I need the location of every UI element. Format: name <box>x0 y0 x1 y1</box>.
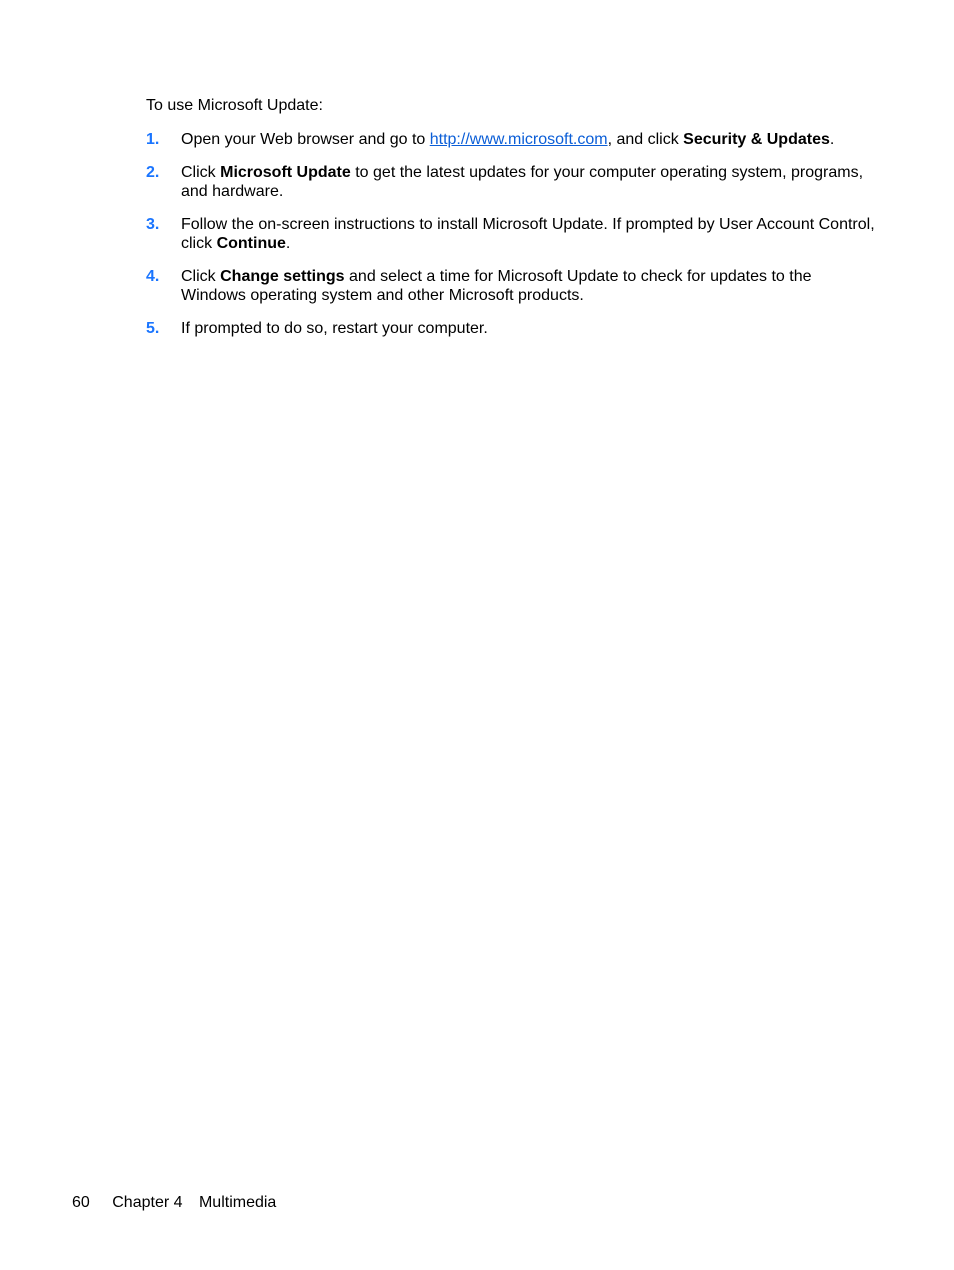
list-item <box>146 215 876 253</box>
text-run: Click <box>181 164 221 181</box>
chapter-label: Chapter 4 <box>112 1194 183 1211</box>
bold-text: Change settings <box>220 268 345 285</box>
text-run: Follow the on-screen instructions to install Microsoft Update. If prompted by User Account Control, click <box>181 216 875 252</box>
section-label: Multimedia <box>198 1194 277 1211</box>
bold-text: Microsoft Update <box>220 164 351 181</box>
step-text <box>181 216 875 252</box>
text-run: Click <box>181 268 221 285</box>
bold-text: Continue <box>216 235 286 252</box>
intro-text: To use Microsoft Update: <box>146 97 323 114</box>
steps-list <box>146 130 876 352</box>
list-item <box>146 267 876 305</box>
text-run: to get the latest updates for your computer operating system, programs, and hardware. <box>181 164 864 200</box>
step-text <box>181 164 863 200</box>
list-item <box>146 163 876 201</box>
step-number: 4. <box>146 268 160 285</box>
microsoft-link[interactable]: http://www.microsoft.com <box>429 131 608 148</box>
step-number: 5. <box>146 320 160 337</box>
step-number: 2. <box>146 164 160 181</box>
step-text <box>181 131 834 148</box>
text-run: If prompted to do so, restart your computer. <box>181 320 488 337</box>
text-run: . <box>829 131 835 148</box>
text-run: Open your Web browser and go to <box>181 131 430 148</box>
text-run: and select a time for Microsoft Update to check for updates to the Windows operating system and other Microsoft products. <box>181 268 812 304</box>
list-item <box>146 130 876 149</box>
step-number: 1. <box>146 131 160 148</box>
text-run: , and click <box>607 131 684 148</box>
text-run: . <box>285 235 291 252</box>
list-item <box>146 319 876 338</box>
page-footer <box>72 1193 276 1212</box>
step-text <box>181 320 488 337</box>
step-number: 3. <box>146 216 160 233</box>
page-number: 60 <box>72 1194 90 1211</box>
step-text <box>181 268 811 304</box>
bold-text: Security & Updates <box>683 131 830 148</box>
